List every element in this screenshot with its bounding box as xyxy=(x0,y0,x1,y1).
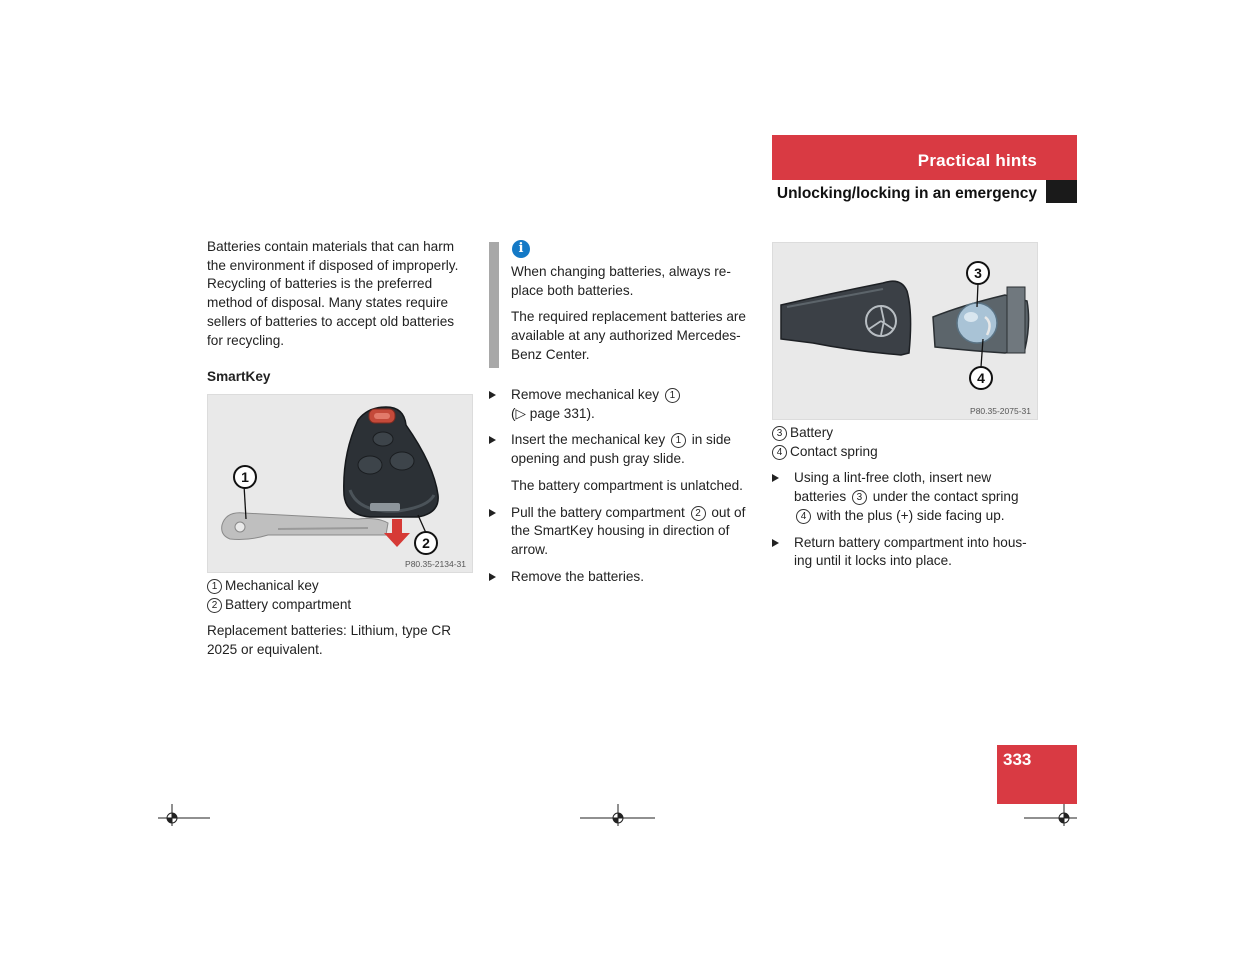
legend-item xyxy=(207,577,472,596)
left-legend xyxy=(207,577,472,668)
legend-number: 4 xyxy=(772,445,787,460)
info-icon: i xyxy=(512,240,530,258)
info-text: When changing batteries, always re-place both batteries. xyxy=(511,264,731,298)
bullet-icon xyxy=(772,474,779,482)
battery-disposal-text: Batteries contain materials that can harm the environment if disposed of improperly. Recycling of batteries is the preferred method of disposal. Many states require sellers of batteries to accept old batteries for recycling. xyxy=(207,239,459,348)
info-sidebar xyxy=(489,242,499,368)
legend-text: Battery compartment xyxy=(225,596,352,612)
callout-ref: 3 xyxy=(852,490,867,505)
bullet-icon xyxy=(489,509,496,517)
legend-item xyxy=(772,443,1040,462)
step-result: The battery compartment is unlatched. xyxy=(511,477,743,493)
figure-code: P80.35-2075-31 xyxy=(970,406,1031,416)
legend-number: 3 xyxy=(772,426,787,441)
legend-item xyxy=(772,424,1040,443)
step-item: Remove the batteries. xyxy=(489,568,757,587)
info-box xyxy=(511,263,756,373)
legend-text: Battery xyxy=(790,425,834,440)
step-item: Pull the battery compartment 2 out of the SmartKey housing in direction of arrow. xyxy=(489,504,757,560)
info-text: The required replacement batteries are available at any authorized Mercedes-Benz Center. xyxy=(511,309,746,362)
callout-ref: 1 xyxy=(665,388,680,403)
replacement-batteries-text: Replacement batteries: Lithium, type CR 2025 or equivalent. xyxy=(207,623,452,658)
bullet-icon xyxy=(489,436,496,444)
registration-mark-icon xyxy=(158,802,212,826)
page-number: 333 xyxy=(1003,750,1032,769)
step-item: Using a lint-free cloth, insert new batteries 3 under the contact spring 4 with the plus (+) side facing up. xyxy=(772,469,1040,525)
figure-code: P80.35-2134-31 xyxy=(405,559,466,569)
middle-steps xyxy=(489,386,757,594)
page-number-box xyxy=(997,745,1077,804)
step-item: Remove mechanical key 1 (▷ page 331). xyxy=(489,386,757,423)
bullet-icon xyxy=(772,539,779,547)
legend-number: 1 xyxy=(207,579,222,594)
callout-ref: 1 xyxy=(671,433,686,448)
battery-illustration xyxy=(773,243,1037,419)
bullet-icon xyxy=(489,573,496,581)
legend-text: Mechanical key xyxy=(225,578,319,593)
callout-ref: 2 xyxy=(691,506,706,521)
legend-number: 2 xyxy=(207,598,222,613)
callout-4: 4 xyxy=(969,366,993,390)
bullet-icon xyxy=(489,391,496,399)
subsection-title: Unlocking/locking in an emergency xyxy=(776,185,1037,202)
legend-text: Contact spring xyxy=(790,443,878,459)
left-column xyxy=(207,238,472,395)
legend-item xyxy=(207,596,472,615)
step-item: Insert the mechanical key 1 in side opening and push gray slide. xyxy=(489,431,757,468)
callout-1: 1 xyxy=(233,465,257,489)
callout-2: 2 xyxy=(414,531,438,555)
section-title: Practical hints xyxy=(917,151,1037,170)
smartkey-figure xyxy=(207,394,473,573)
callout-ref: 4 xyxy=(796,509,811,524)
right-column xyxy=(772,424,1040,579)
section-tab xyxy=(772,135,1077,180)
step-item: Return battery compartment into hous-ing until it locks into place. xyxy=(772,534,1040,571)
smartkey-heading: SmartKey xyxy=(207,369,271,385)
callout-3: 3 xyxy=(966,261,990,285)
registration-mark-icon xyxy=(1024,802,1078,826)
battery-figure xyxy=(772,242,1038,420)
registration-mark-icon xyxy=(580,802,656,826)
section-marker xyxy=(1046,180,1077,203)
